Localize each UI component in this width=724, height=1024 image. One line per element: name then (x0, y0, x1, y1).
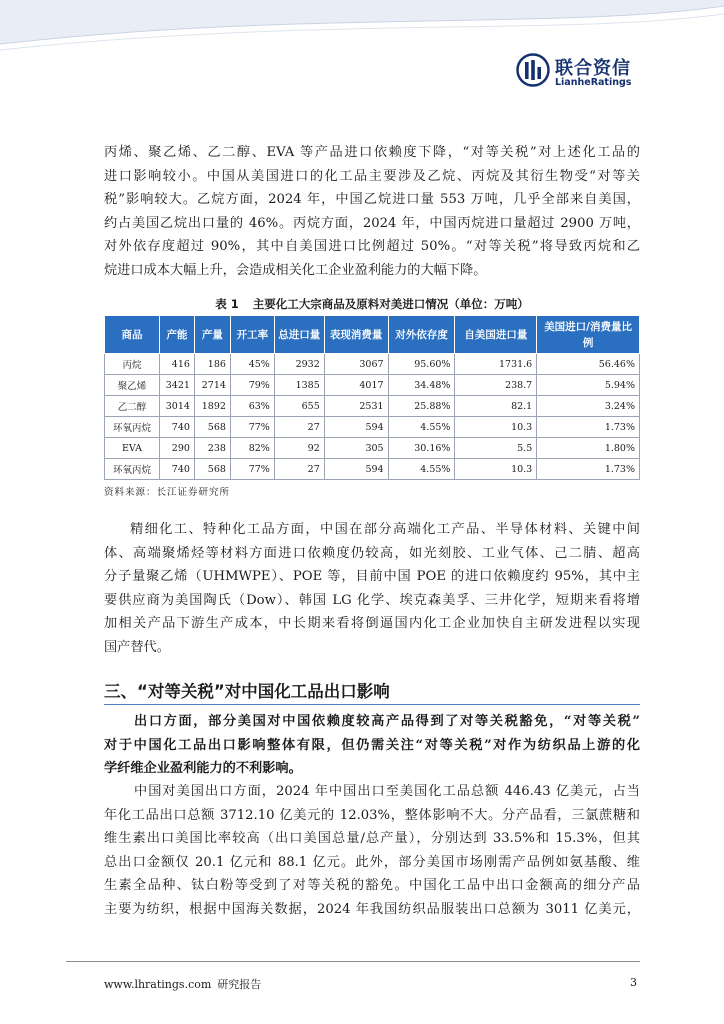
table-cell: 10.3 (455, 459, 537, 480)
table-row (105, 354, 640, 375)
lianhe-logo-icon (516, 53, 550, 87)
table-cell: 416 (159, 354, 194, 375)
text-line: 对外依存度超过 90%，其中自美国进口比例超过 50%。“对等关税”将导致丙烷和乙 (104, 239, 640, 254)
intro-paragraph (104, 141, 640, 282)
header-cell: 自美国进口量 (455, 316, 537, 354)
table-row (105, 417, 640, 438)
table-cell: 594 (324, 417, 388, 438)
table-cell: 1.73% (537, 417, 640, 438)
table-cell: 305 (324, 438, 388, 459)
table-cell: 环氧丙烷 (105, 417, 160, 438)
table-title: 主要化工大宗商品及原料对美进口情况（单位：万吨） (252, 297, 529, 311)
table-cell: 10.3 (455, 417, 537, 438)
section-heading-underline (104, 704, 640, 705)
table-cell: 1892 (194, 396, 230, 417)
text-line: 国产替代。 (104, 639, 170, 655)
header-cell: 开工率 (230, 316, 274, 354)
table-cell: 1731.6 (455, 354, 537, 375)
footer-info (104, 976, 267, 992)
table-cell: 79% (230, 375, 274, 396)
table-cell: 4.55% (388, 459, 455, 480)
table-cell: 聚乙烯 (105, 375, 160, 396)
table-cell: 27 (274, 417, 324, 438)
header-cell: 美国进口/消费量比例 (537, 316, 640, 354)
table-cell: 238.7 (455, 375, 537, 396)
table-cell: 77% (230, 417, 274, 438)
header-cell: 产量 (194, 316, 230, 354)
table-row (105, 438, 640, 459)
table-cell: 2932 (274, 354, 324, 375)
fine-chemicals-paragraph (104, 518, 640, 659)
table-cell: 25.88% (388, 396, 455, 417)
table-source-note: 资料来源：长江证券研究所 (104, 487, 231, 498)
table-caption (104, 296, 640, 312)
company-logo (516, 53, 646, 93)
table-cell: 82.1 (455, 396, 537, 417)
table-cell: 740 (159, 417, 194, 438)
table-cell: 63% (230, 396, 274, 417)
footer-doc-type: 研究报告 (217, 978, 262, 991)
table-cell: 1385 (274, 375, 324, 396)
text-line: 丙烯、聚乙烯、乙二醇、EVA 等产品进口依赖度下降，“对等关税”对上述化工品的 (104, 145, 640, 160)
table-cell: 82% (230, 438, 274, 459)
table-cell: 27 (274, 459, 324, 480)
table-cell: 4017 (324, 375, 388, 396)
table-row (105, 396, 640, 417)
table-cell: 3421 (159, 375, 194, 396)
header-cell: 总进口量 (274, 316, 324, 354)
header-cell: 商品 (105, 316, 160, 354)
table-cell: 5.94% (537, 375, 640, 396)
table-cell: 3.24% (537, 396, 640, 417)
text-line: 税”影响较大。乙烷方面，2024 年，中国乙烷进口量 553 万吨，几乎全部来自美国， (104, 192, 640, 207)
table-cell: 30.16% (388, 438, 455, 459)
table-cell: 238 (194, 438, 230, 459)
table-cell: 568 (194, 459, 230, 480)
table-cell: 77% (230, 459, 274, 480)
table-cell: 186 (194, 354, 230, 375)
text-line: 分子量聚乙烯（UHMWPE）、POE 等，目前中国 POE 的进口依赖度约 95%，其中主 (104, 569, 640, 584)
text-line: 出口方面，部分美国对中国依赖度较高产品得到了对等关税豁免，“对等关税” (134, 714, 640, 729)
logo-english-name: LianheRatings (555, 77, 632, 88)
table-cell: EVA (105, 438, 160, 459)
table-cell: 2714 (194, 375, 230, 396)
table-cell: 乙二醇 (105, 396, 160, 417)
text-line: 约占美国乙烷出口量的 46%。丙烷方面，2024 年，中国丙烷进口量超过 2900 万吨， (104, 215, 640, 231)
page-number: 3 (630, 976, 637, 989)
table-cell: 56.46% (537, 354, 640, 375)
text-line: 进口影响较小。中国从美国进口的化工品主要涉及乙烷、丙烷及其衍生物受“对等关 (104, 168, 640, 184)
table-cell: 环氧丙烷 (105, 459, 160, 480)
table-cell: 4.55% (388, 417, 455, 438)
table-cell: 3014 (159, 396, 194, 417)
table-cell: 34.48% (388, 375, 455, 396)
table-cell: 45% (230, 354, 274, 375)
table-cell: 5.5 (455, 438, 537, 459)
table-header-row (105, 316, 640, 354)
table-cell: 1.73% (537, 459, 640, 480)
header-swoosh-decoration (0, 0, 724, 60)
text-line: 体、高端聚烯烃等材料方面进口依赖度仍较高，如光刻胶、工业气体、己二腈、超高 (104, 545, 640, 561)
table-cell: 740 (159, 459, 194, 480)
header-cell: 对外依存度 (388, 316, 455, 354)
table-cell: 594 (324, 459, 388, 480)
table-cell: 655 (274, 396, 324, 417)
table-cell: 2531 (324, 396, 388, 417)
table-row (105, 375, 640, 396)
text-line: 年化工品出口总额 3712.10 亿美元的 12.03%，整体影响不大。分产品看，三氯蔗糖和 (104, 807, 640, 823)
footer-divider (66, 961, 640, 962)
import-data-table (104, 315, 640, 480)
text-line: 精细化工、特种化工品方面，中国在部分高端化工产品、半导体材料、关键中间 (130, 522, 640, 537)
header-cell: 产能 (159, 316, 194, 354)
text-line: 总出口金额仅 20.1 亿元和 88.1 亿元。此外，部分美国市场刚需产品例如氨基酸、维 (104, 854, 640, 870)
table-cell: 290 (159, 438, 194, 459)
text-line: 主要为纺织，根据中国海关数据，2024 年我国纺织品服装出口总额为 3011 亿美元， (104, 901, 640, 917)
export-summary-paragraph (104, 710, 640, 781)
table-cell: 568 (194, 417, 230, 438)
text-line: 学纤维企业盈利能力的不利影响。 (104, 761, 302, 776)
footer-url-link[interactable]: www.lhratings.com (104, 978, 212, 991)
text-line: 维生素出口美国比率较高（出口美国总量/总产量），分别达到 33.5%和 15.3%，但其 (104, 831, 640, 846)
table-cell: 92 (274, 438, 324, 459)
table-label: 表 1 (215, 297, 239, 311)
table-row (105, 459, 640, 480)
text-line: 中国对美国出口方面，2024 年中国出口至美国化工品总额 446.43 亿美元，占当 (134, 784, 640, 799)
table-cell: 3067 (324, 354, 388, 375)
text-line: 对于中国化工品出口影响整体有限，但仍需关注“对等关税”对作为纺织品上游的化 (104, 737, 640, 753)
table-cell: 95.60% (388, 354, 455, 375)
section-heading: 三、“对等关税”对中国化工品出口影响 (104, 682, 390, 701)
text-line: 要供应商为美国陶氏（Dow）、韩国 LG 化学、埃克森美孚、三井化学，短期来看将增 (104, 592, 640, 608)
text-line: 加相关产品下游生产成本，中长期来看将倒逼国内化工企业加快自主研发进程以实现 (104, 616, 640, 631)
header-cell: 表现消费量 (324, 316, 388, 354)
table-cell: 丙烷 (105, 354, 160, 375)
export-detail-paragraph (104, 780, 640, 921)
text-line: 生素全品种、钛白粉等受到了对等关税的豁免。中国化工品中出口金额高的细分产品 (104, 878, 640, 893)
logo-chinese-name: 联合资信 (555, 58, 631, 79)
text-line: 烷进口成本大幅上升，会造成相关化工企业盈利能力的大幅下降。 (104, 262, 487, 278)
table-cell: 1.80% (537, 438, 640, 459)
